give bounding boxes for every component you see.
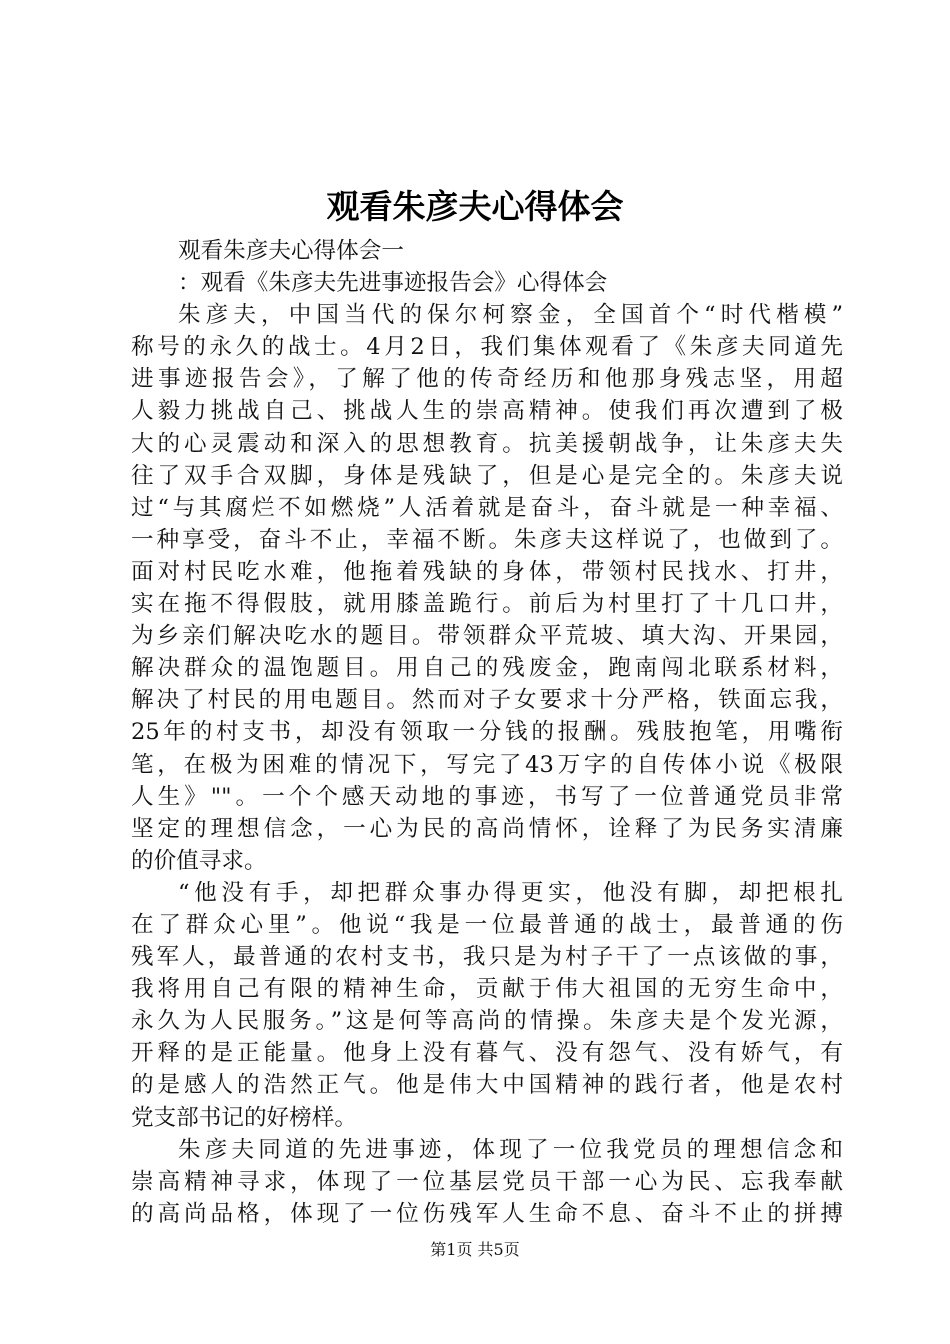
text-line: 在了群众心里”。他说“我是一位最普通的战士，最普通的伤 bbox=[131, 911, 843, 938]
text-line: 为乡亲们解决吃水的题目。带领群众平荒坡、填大沟、开果园， bbox=[131, 623, 843, 650]
text-line: 笔，在极为困难的情况下，写完了43万字的自传体小说《极限 bbox=[131, 751, 843, 778]
text-line: 人毅力挑战自己、挑战人生的崇高精神。使我们再次遭到了极 bbox=[131, 398, 843, 425]
text-line: 崇高精神寻求，体现了一位基层党员干部一心为民、忘我奉献 bbox=[131, 1168, 843, 1195]
text-line: 党支部书记的好榜样。 bbox=[131, 1104, 357, 1131]
text-line: 解决群众的温饱题目。用自己的残废金，跑南闯北联系材料， bbox=[131, 655, 843, 682]
document-title: 观看朱彦夫心得体会 bbox=[326, 187, 624, 226]
text-line: 大的心灵震动和深入的思想教育。抗美援朝战争，让朱彦夫失 bbox=[131, 430, 843, 457]
text-line: 往了双手合双脚，身体是残缺了，但是心是完全的。朱彦夫说 bbox=[131, 462, 843, 489]
document-body bbox=[131, 235, 843, 1230]
page-footer: 第1页 共5页 bbox=[430, 1240, 520, 1259]
text-line: 永久为人民服务。”这是何等高尚的情操。朱彦夫是个发光源， bbox=[131, 1008, 843, 1035]
text-line: 的高尚品格，体现了一位伤残军人生命不息、奋斗不止的拼搏 bbox=[131, 1200, 843, 1227]
text-line: 观看朱彦夫心得体会一 bbox=[178, 238, 404, 264]
text-line: 过“与其腐烂不如燃烧”人活着就是奋斗，奋斗就是一种幸福、 bbox=[131, 494, 843, 521]
text-line: 25年的村支书，却没有领取一分钱的报酬。残肢抱笔，用嘴衔 bbox=[131, 719, 843, 746]
text-line: 一种享受，奋斗不止，幸福不断。朱彦夫这样说了，也做到了。 bbox=[131, 526, 843, 553]
text-line: 朱彦夫同道的先进事迹，体现了一位我党员的理想信念和 bbox=[178, 1136, 843, 1163]
text-line: 进事迹报告会》，了解了他的传奇经历和他那身残志坚，用超 bbox=[131, 366, 843, 393]
text-line: 坚定的理想信念，一心为民的高尚情怀，诠释了为民务实清廉 bbox=[131, 815, 843, 842]
text-line: ：观看《朱彦夫先进事迹报告会》心得体会 bbox=[178, 270, 608, 297]
text-line: 面对村民吃水难，他拖着残缺的身体，带领村民找水、打井， bbox=[131, 558, 843, 585]
text-line: 解决了村民的用电题目。然而对子女要求十分严格，铁面忘我， bbox=[131, 687, 843, 714]
text-line: 称号的永久的战士。4月2日，我们集体观看了《朱彦夫同道先 bbox=[131, 334, 843, 361]
text-line: 的价值寻求。 bbox=[131, 847, 267, 874]
text-line: 朱彦夫，中国当代的保尔柯察金，全国首个“时代楷模” bbox=[178, 302, 843, 329]
text-line: 的是感人的浩然正气。他是伟大中国精神的践行者，他是农村 bbox=[131, 1072, 843, 1099]
text-line: 人生》""。一个个感天动地的事迹，书写了一位普通党员非常 bbox=[131, 783, 843, 810]
text-line: “他没有手，却把群众事办得更实，他没有脚，却把根扎 bbox=[178, 879, 843, 906]
text-line: 我将用自己有限的精神生命，贡献于伟大祖国的无穷生命中， bbox=[131, 976, 843, 1003]
text-line: 开释的是正能量。他身上没有暮气、没有怨气、没有娇气，有 bbox=[131, 1040, 843, 1067]
text-line: 实在拖不得假肢，就用膝盖跪行。前后为村里打了十几口井， bbox=[131, 591, 843, 618]
text-line: 残军人，最普通的农村支书，我只是为村子干了一点该做的事， bbox=[131, 944, 843, 971]
